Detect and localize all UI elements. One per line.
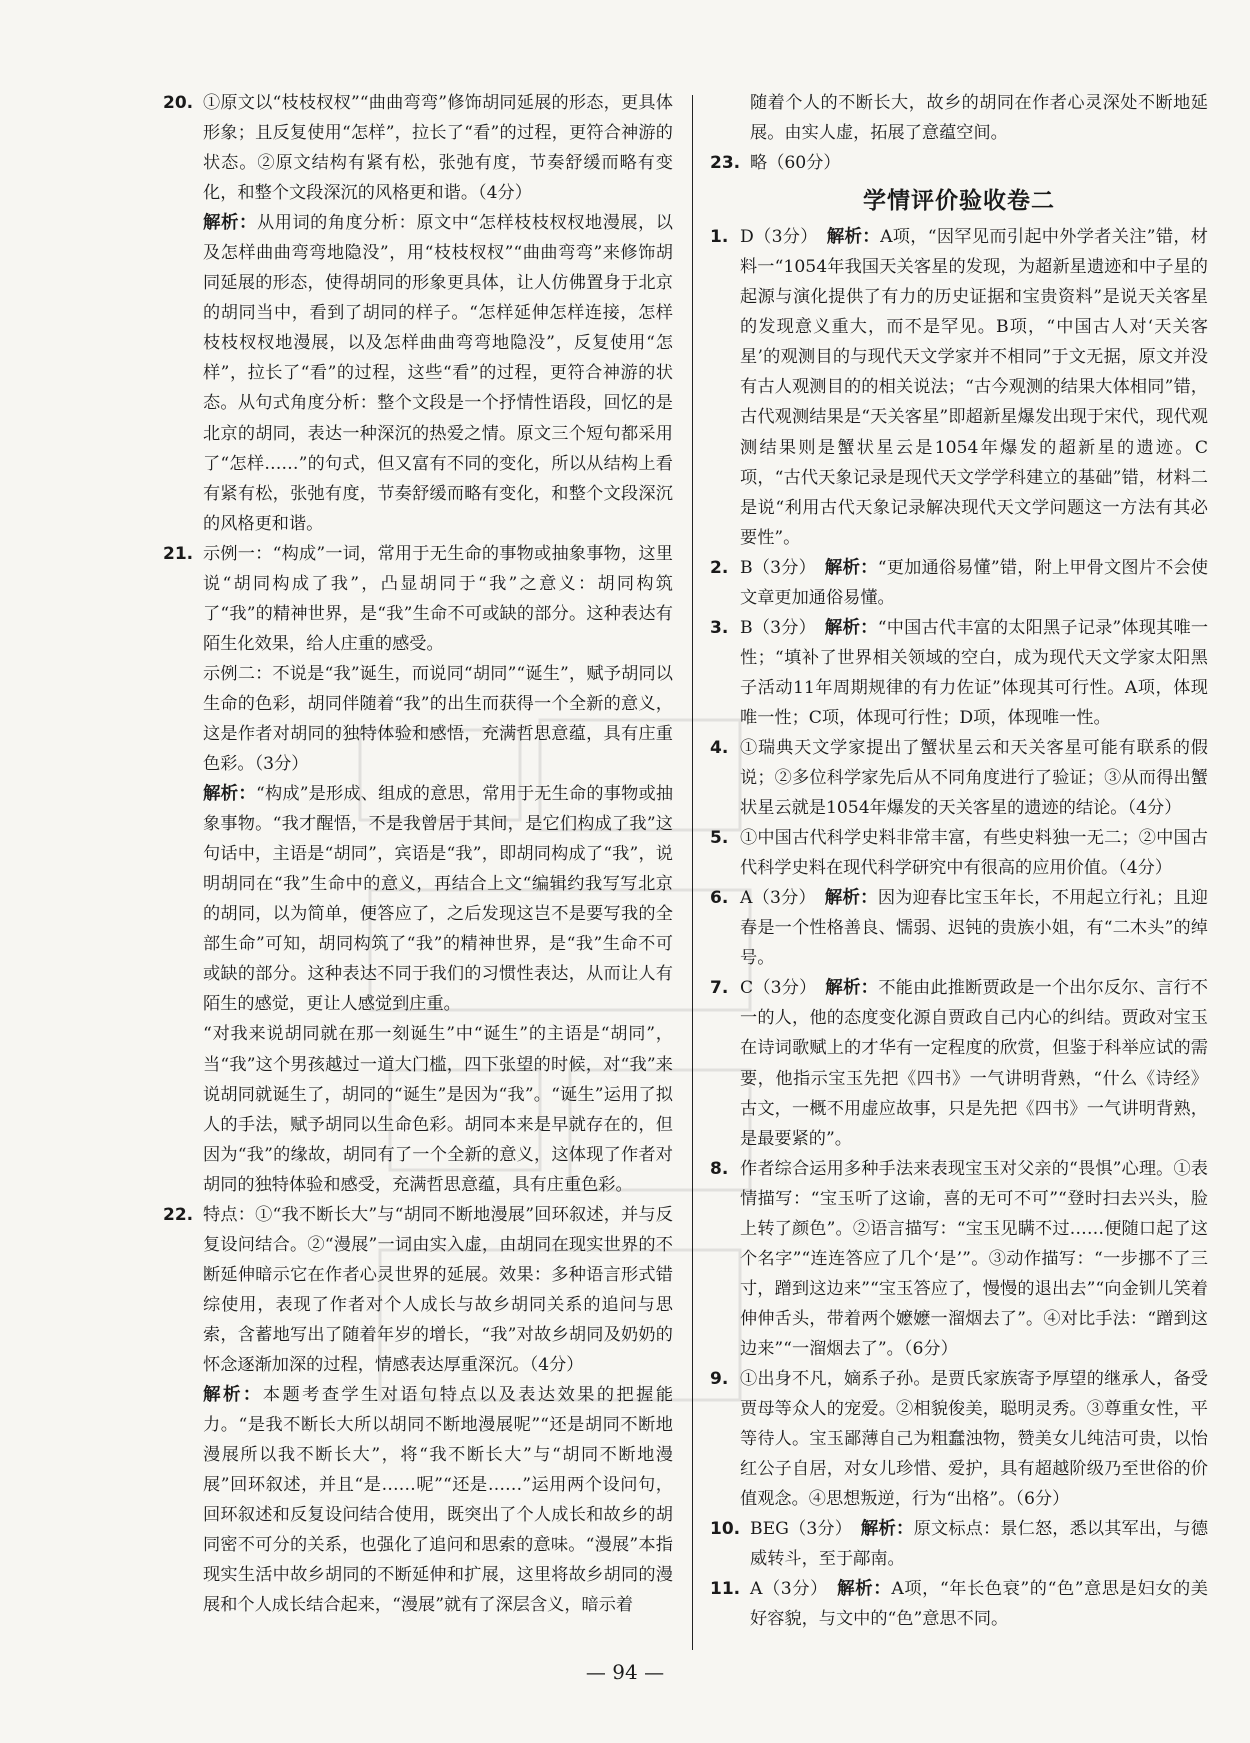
- explanation-label: 解析：: [826, 227, 881, 248]
- explanation-label: 解析：: [824, 557, 878, 578]
- answer-text: ①出身不凡，嫡系子孙。是贾氏家族寄予厚望的继承人，备受贾母等众人的宠爱。②相貌俊美，聪明灵秀。③尊重女性，平等待人。宝玉鄙薄自己为粗蠢浊物，赞美女儿纯洁可贵，以怡红公子自居，对女儿珍惜、爱护，具有超越阶级乃至世俗的价值观念。④思想叛逆，行为“出格”。（6分）: [740, 1368, 1208, 1510]
- explanation-text: 原文标点：景仁怒，悉以其军出，与德威转斗，至于鄗南。: [750, 1519, 1209, 1570]
- question-21: [163, 539, 673, 1200]
- question-6: [710, 883, 1208, 973]
- question-number: 2.: [710, 557, 729, 578]
- question-22-continued: 随着个人的不断长大，故乡的胡同在作者心灵深处不断地延展。由实人虚，拓展了意蕴空间。: [750, 93, 1208, 144]
- question-4: [710, 733, 1208, 823]
- explanation-label: 解析：: [824, 888, 878, 909]
- explanation-label: 解析：: [860, 1519, 914, 1540]
- answer-choice: A（3分）: [740, 888, 825, 909]
- question-number: 21.: [163, 543, 194, 564]
- explanation-text: 本题考查学生对语句特点以及表达效果的把握能力。“是我不断长大所以胡同不断地漫展呢”“还是胡同不断地漫展所以我不断长大”，将“我不断长大”与“胡同不断地漫展”回环叙述，并且“是……呢”“还是……”运用两个设问句，回环叙述和反复设问结合使用，既突出了个人成长和故乡的胡同密不可分的关系，也强化了追问和思索的意味。“漫展”本指现实生活中故乡胡同的不断延伸和扩展，这里将故乡胡同的漫展和个人成长结合起来，“漫展”就有了深层含义，暗示着: [203, 1385, 674, 1616]
- right-column: [710, 88, 1208, 1634]
- question-7: [710, 973, 1208, 1153]
- question-3: [710, 613, 1208, 733]
- explanation-text: 因为迎春比宝玉年长，不用起立行礼；且迎春是一个性格善良、懦弱、迟钝的贵族小姐，有“二木头”的绰号。: [740, 888, 1208, 969]
- answer-choice: D（3分）: [740, 227, 827, 248]
- explanation-extra: “对我来说胡同就在那一刻诞生”中“诞生”的主语是“胡同”，当“我”这个男孩越过一道大门槛，四下张望的时候，对“我”来说胡同就诞生了，胡同的“诞生”是因为“我”。“诞生”运用了拟人的手法，赋予胡同以生命色彩。胡同本来是早就存在的，但因为“我”的缘故，胡同有了一个全新的意义，这体现了作者对胡同的独特体验和感受，充满哲思意蕴，具有庄重色彩。: [203, 1024, 673, 1195]
- explanation-label: 解析：: [825, 978, 879, 999]
- answer-choice: C（3分）: [740, 978, 826, 999]
- question-10: [710, 1514, 1208, 1574]
- answer-text: 作者综合运用多种手法来表现宝玉对父亲的“畏惧”心理。①表情描写：“宝玉听了这谕，喜的无可不可”“登时扫去兴头，脸上转了颜色”。②语言描写：“宝玉见瞒不过……便随口起了这个名字”“连连答应了几个‘是’”。③动作描写：“一步挪不了三寸，蹭到这边来”“宝玉答应了，慢慢的退出去”“向金钏儿笑着伸伸舌头，带着两个嬷嬷一溜烟去了”。④对比手法：“蹭到这边来”“一溜烟去了”。（6分）: [740, 1158, 1208, 1359]
- question-number: 7.: [710, 978, 729, 999]
- answer-choice: BEG（3分）: [750, 1519, 861, 1540]
- explanation-label: 解析：: [203, 1385, 263, 1406]
- example-one: 示例一：“构成”一词，常用于无生命的事物或抽象事物，这里说“胡同构成了我”，凸显胡同于“我”之意义：胡同构筑了“我”的精神世界，是“我”生命不可或缺的部分。这种表达有陌生化效果，给人庄重的感受。: [203, 543, 673, 654]
- explanation-text: “更加通俗易懂”错，附上甲骨文图片不会使文章更加通俗易懂。: [740, 557, 1209, 608]
- question-number: 20.: [163, 93, 194, 113]
- left-column: [163, 88, 673, 1620]
- question-number: 23.: [710, 153, 741, 174]
- explanation-label: 解析：: [203, 213, 258, 234]
- explanation: [203, 779, 673, 1019]
- answer-text: 特点：①“我不断长大”与“胡同不断地漫展”回环叙述，并与反复设问结合。②“漫展”一词由实入虚，由胡同在现实世界的不断延伸暗示它在作者心灵世界的延展。效果：多种语言形式错综使用，表现了作者对个人成长与故乡胡同关系的追问与思索，含蓄地写出了随着年岁的增长，“我”对故乡胡同及奶奶的怀念逐渐加深的过程，情感表达厚重深沉。（4分）: [203, 1204, 673, 1375]
- explanation-text: 从用词的角度分析：原文中“怎样枝枝杈杈地漫展，以及怎样曲曲弯弯地隐没”，用“枝枝杈杈”“曲曲弯弯”来修饰胡同延展的形态，使得胡同的形象更具体，让人仿佛置身于北京的胡同当中，看到了胡同的样子。“怎样延伸怎样连接，怎样枝枝杈杈地漫展，以及怎样曲曲弯弯地隐没”，反复使用“怎样”，拉长了“看”的过程，这些“看”的过程，更符合神游的状态。从句式角度分析：整个文段是一个抒情性语段，回忆的是北京的胡同，表达一种深沉的热爱之情。原文三个短句都采用了“怎样……”的句式，但又富有不同的变化，所以从结构上看有紧有松，张弛有度，节奏舒缓而略有变化，和整个文段深沉的风格更和谐。: [203, 213, 673, 534]
- section-heading: 学情评价验收卷二: [863, 188, 1055, 215]
- question-number: 5.: [710, 828, 729, 849]
- question-number: 4.: [710, 737, 729, 758]
- answer-choice: B（3分）: [740, 557, 825, 578]
- question-number: 8.: [710, 1158, 729, 1179]
- column-divider: [692, 95, 693, 1650]
- explanation-label: 解析：: [824, 617, 878, 638]
- explanation-text: “构成”是形成、组成的意思，常用于无生命的事物或抽象事物。“我才醒悟，不是我曾居于其间，是它们构成了我”这句话中，主语是“胡同”，宾语是“我”，即胡同构成了“我”，说明胡同在“我”生命中的意义，再结合上文“编辑约我写写北京的胡同，以为简单，便答应了，之后发现这岂不是要写我的全部生命”可知，胡同构筑了“我”的精神世界，是“我”生命不可或缺的部分。这种表达不同于我们的习惯性表达，从而让人有陌生的感觉，更让人感觉到庄重。: [203, 784, 674, 1015]
- answer-text: ①原文以“枝枝杈杈”“曲曲弯弯”修饰胡同延展的形态，更具体形象；且反复使用“怎样”，拉长了“看”的过程，更符合神游的状态。②原文结构有紧有松，张弛有度，节奏舒缓而略有变化，和整个文段深沉的风格更和谐。（4分）: [203, 93, 673, 204]
- answer-text: ①瑞典天文学家提出了蟹状星云和天关客星可能有联系的假说；②多位科学家先后从不同角度进行了验证；③从而得出蟹状星云就是1054年爆发的天关客星的遗迹的结论。（4分）: [740, 737, 1208, 819]
- explanation-text: A项，“年长色衰”的“色”意思是妇女的美好容貌，与文中的“色”意思不同。: [750, 1579, 1208, 1630]
- question-1: [710, 222, 1208, 553]
- question-2: [710, 553, 1208, 613]
- answer-choice: B（3分）: [740, 617, 825, 638]
- question-number: 6.: [710, 888, 729, 909]
- question-23: [710, 148, 1208, 178]
- question-number: 11.: [710, 1579, 741, 1600]
- answer-text: ①中国古代科学史料非常丰富，有些史料独一无二；②中国古代科学史料在现代科学研究中有很高的应用价值。（4分）: [740, 828, 1208, 879]
- question-5: [710, 823, 1208, 883]
- answer-choice: A（3分）: [750, 1579, 838, 1600]
- question-number: 3.: [710, 617, 729, 638]
- example-two: 示例二：不说是“我”诞生，而说同“胡同”“诞生”，赋予胡同以生命的色彩，胡同伴随着“我”的出生而获得一个全新的意义，这是作者对胡同的独特体验和感悟，充满哲思意蕴，具有庄重色彩。（3分）: [203, 663, 673, 775]
- answer-text: 略（60分）: [750, 153, 841, 174]
- page-number: — 94 —: [585, 1660, 665, 1684]
- question-22: [163, 1200, 673, 1621]
- explanation-text: 不能由此推断贾政是一个出尔反尔、言行不一的人，他的态度变化源自贾政自己内心的纠结。贾政对宝玉在诗词歌赋上的才华有一定程度的欣赏，但鉴于科举应试的需要，他指示宝玉先把《四书》一气讲明背熟，“什么《诗经》古文，一概不用虚应故事，只是先把《四书》一气讲明背熟，是最要紧的”。: [740, 978, 1208, 1149]
- question-20: [163, 88, 673, 539]
- question-8: [710, 1154, 1208, 1364]
- explanation: [203, 208, 673, 539]
- question-number: 10.: [710, 1519, 741, 1540]
- question-number: 22.: [163, 1204, 194, 1225]
- explanation: [203, 1380, 673, 1620]
- explanation-label: 解析：: [837, 1579, 892, 1600]
- explanation-text: “中国古代丰富的太阳黑子记录”体现其唯一性；“填补了世界相关领域的空白，成为现代天文学家太阳黑子活动11年周期规律的有力佐证”体现其可行性。A项，体现唯一性；C项，体现可行性；D项，体现唯一性。: [740, 617, 1209, 728]
- explanation-label: 解析：: [203, 784, 257, 805]
- question-11: [710, 1574, 1208, 1634]
- question-number: 9.: [710, 1368, 729, 1389]
- question-9: [710, 1364, 1208, 1514]
- question-number: 1.: [710, 227, 729, 248]
- explanation-text: A项，“因罕见而引起中外学者关注”错，材料一“1054年我国天关客星的发现，为超新星遗迹和中子星的起源与演化提供了有力的历史证据和宝贵资料”是说天关客星的发现意义重大，而不是罕见。B项，“中国古人对‘天关客星’的观测目的与现代天文学家并不相同”于文无据，原文并没有古人观测目的的相关说法；“古今观测的结果大体相同”错，古代观测结果是“天关客星”即超新星爆发出现于宋代，现代观测结果则是蟹状星云是1054年爆发的超新星的遗迹。C项，“古代天象记录是现代天文学学科建立的基础”错，材料二是说“利用古代天象记录解决现代天文学问题这一方法有其必要性”。: [740, 227, 1208, 548]
